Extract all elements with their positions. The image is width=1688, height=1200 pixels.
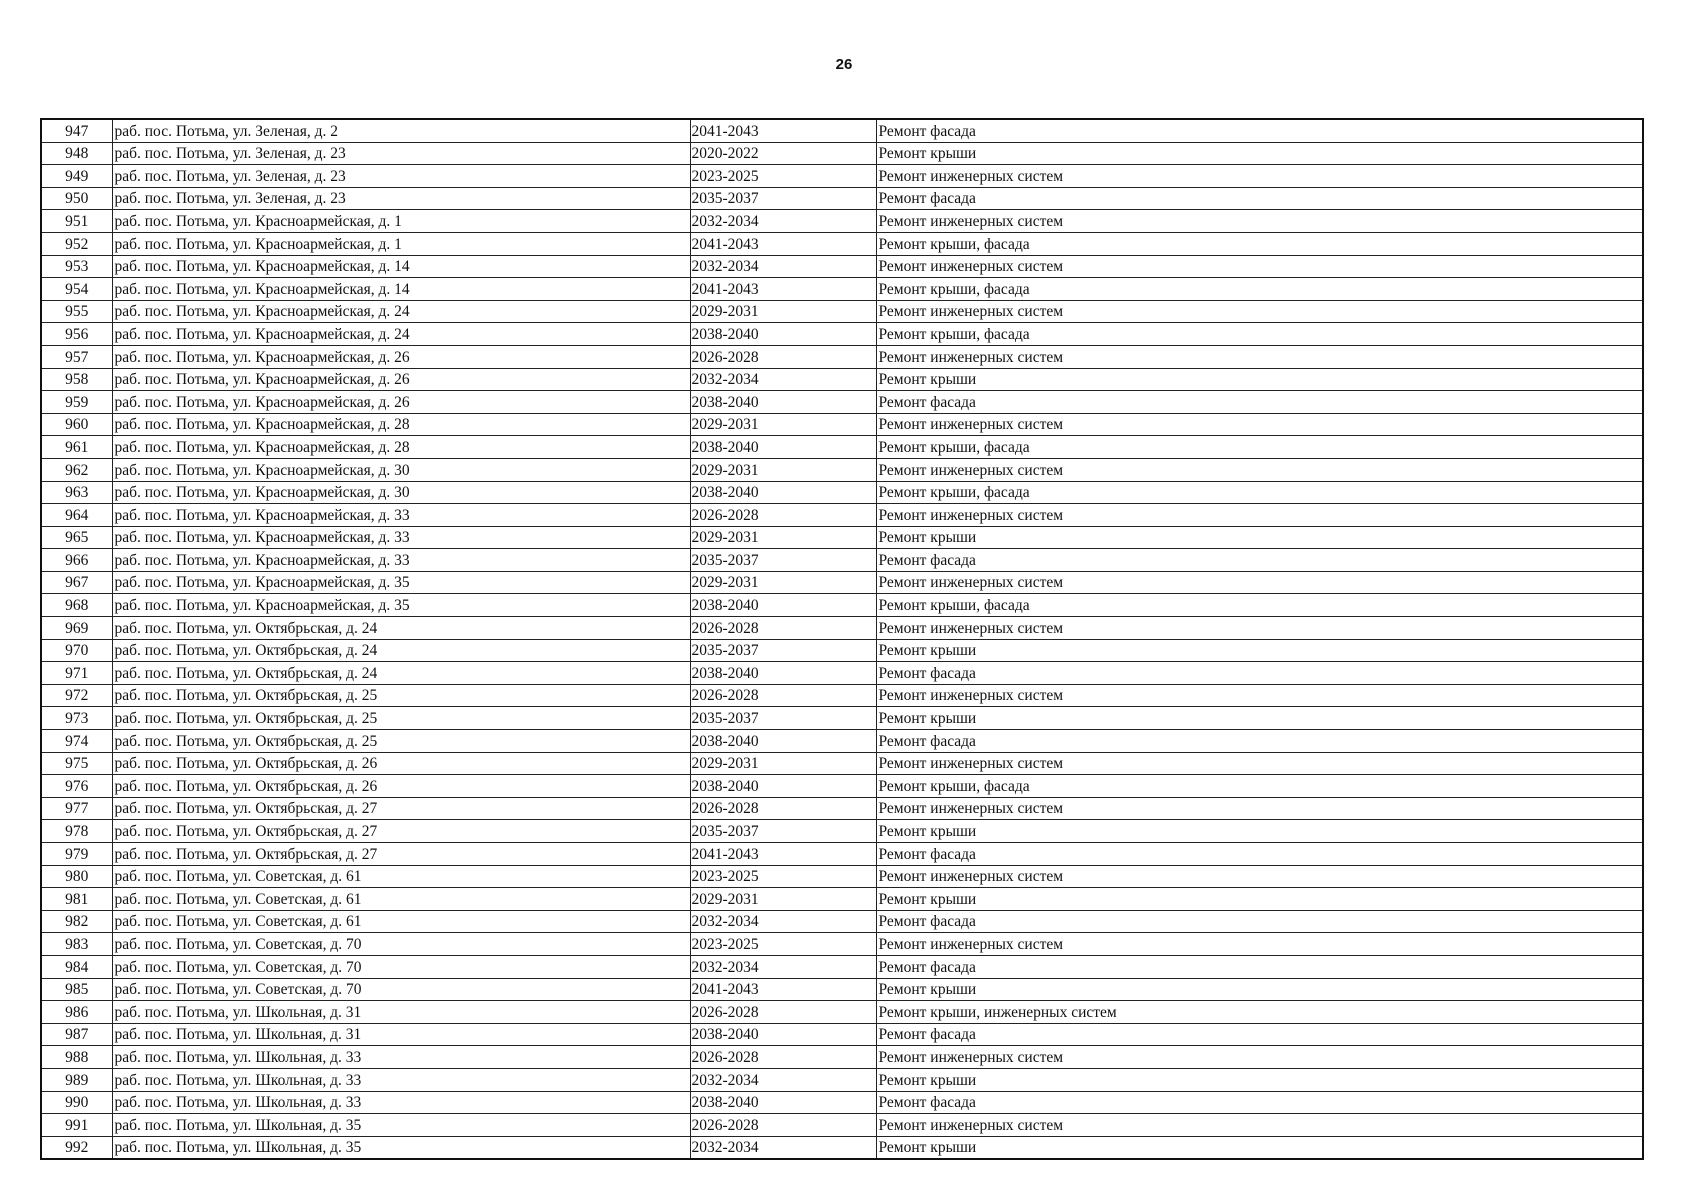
work-type-cell: Ремонт фасада bbox=[876, 955, 1643, 978]
row-number-cell: 974 bbox=[41, 730, 112, 753]
table-row bbox=[41, 662, 1643, 685]
period-cell: 2032-2034 bbox=[690, 210, 876, 233]
period-cell: 2038-2040 bbox=[690, 481, 876, 504]
table-row bbox=[41, 594, 1643, 617]
row-number-cell: 977 bbox=[41, 797, 112, 820]
row-number-cell: 990 bbox=[41, 1091, 112, 1114]
table-row bbox=[41, 368, 1643, 391]
address-cell: раб. пос. Потьма, ул. Октябрьская, д. 26 bbox=[112, 775, 690, 798]
address-cell: раб. пос. Потьма, ул. Зеленая, д. 23 bbox=[112, 187, 690, 210]
period-cell: 2032-2034 bbox=[690, 1068, 876, 1091]
row-number-cell: 988 bbox=[41, 1046, 112, 1069]
address-cell: раб. пос. Потьма, ул. Красноармейская, д. 1 bbox=[112, 232, 690, 255]
address-cell: раб. пос. Потьма, ул. Советская, д. 61 bbox=[112, 888, 690, 911]
table-row bbox=[41, 775, 1643, 798]
table-row bbox=[41, 730, 1643, 753]
period-cell: 2023-2025 bbox=[690, 933, 876, 956]
table-row bbox=[41, 1091, 1643, 1114]
period-cell: 2035-2037 bbox=[690, 639, 876, 662]
row-number-cell: 982 bbox=[41, 910, 112, 933]
address-cell: раб. пос. Потьма, ул. Советская, д. 61 bbox=[112, 865, 690, 888]
row-number-cell: 952 bbox=[41, 232, 112, 255]
address-cell: раб. пос. Потьма, ул. Октябрьская, д. 24 bbox=[112, 617, 690, 640]
table-row bbox=[41, 978, 1643, 1001]
table-row bbox=[41, 752, 1643, 775]
period-cell: 2035-2037 bbox=[690, 820, 876, 843]
period-cell: 2026-2028 bbox=[690, 617, 876, 640]
address-cell: раб. пос. Потьма, ул. Октябрьская, д. 27 bbox=[112, 820, 690, 843]
work-type-cell: Ремонт крыши bbox=[876, 707, 1643, 730]
period-cell: 2023-2025 bbox=[690, 165, 876, 188]
period-cell: 2038-2040 bbox=[690, 594, 876, 617]
row-number-cell: 991 bbox=[41, 1114, 112, 1137]
period-cell: 2026-2028 bbox=[690, 1046, 876, 1069]
table-row bbox=[41, 255, 1643, 278]
work-type-cell: Ремонт инженерных систем bbox=[876, 210, 1643, 233]
work-type-cell: Ремонт крыши bbox=[876, 639, 1643, 662]
row-number-cell: 958 bbox=[41, 368, 112, 391]
row-number-cell: 985 bbox=[41, 978, 112, 1001]
row-number-cell: 983 bbox=[41, 933, 112, 956]
work-type-cell: Ремонт фасада bbox=[876, 549, 1643, 572]
table-row bbox=[41, 865, 1643, 888]
address-cell: раб. пос. Потьма, ул. Красноармейская, д. 30 bbox=[112, 481, 690, 504]
work-type-cell: Ремонт фасада bbox=[876, 662, 1643, 685]
address-cell: раб. пос. Потьма, ул. Советская, д. 70 bbox=[112, 955, 690, 978]
row-number-cell: 964 bbox=[41, 504, 112, 527]
row-number-cell: 968 bbox=[41, 594, 112, 617]
address-cell: раб. пос. Потьма, ул. Красноармейская, д. 14 bbox=[112, 255, 690, 278]
address-cell: раб. пос. Потьма, ул. Школьная, д. 33 bbox=[112, 1068, 690, 1091]
address-cell: раб. пос. Потьма, ул. Зеленая, д. 23 bbox=[112, 165, 690, 188]
work-type-cell: Ремонт инженерных систем bbox=[876, 797, 1643, 820]
period-cell: 2032-2034 bbox=[690, 1136, 876, 1159]
work-type-cell: Ремонт крыши bbox=[876, 1068, 1643, 1091]
work-type-cell: Ремонт инженерных систем bbox=[876, 458, 1643, 481]
work-type-cell: Ремонт инженерных систем bbox=[876, 752, 1643, 775]
period-cell: 2026-2028 bbox=[690, 1114, 876, 1137]
table-row bbox=[41, 481, 1643, 504]
row-number-cell: 971 bbox=[41, 662, 112, 685]
table-row bbox=[41, 820, 1643, 843]
work-type-cell: Ремонт инженерных систем bbox=[876, 933, 1643, 956]
period-cell: 2029-2031 bbox=[690, 526, 876, 549]
table-row bbox=[41, 955, 1643, 978]
work-type-cell: Ремонт фасада bbox=[876, 187, 1643, 210]
work-type-cell: Ремонт крыши bbox=[876, 526, 1643, 549]
work-type-cell: Ремонт крыши, фасада bbox=[876, 481, 1643, 504]
table-row bbox=[41, 549, 1643, 572]
address-cell: раб. пос. Потьма, ул. Красноармейская, д. 35 bbox=[112, 594, 690, 617]
row-number-cell: 980 bbox=[41, 865, 112, 888]
work-type-cell: Ремонт инженерных систем bbox=[876, 165, 1643, 188]
table-row bbox=[41, 910, 1643, 933]
table-row bbox=[41, 323, 1643, 346]
work-type-cell: Ремонт инженерных систем bbox=[876, 345, 1643, 368]
work-type-cell: Ремонт фасада bbox=[876, 910, 1643, 933]
address-cell: раб. пос. Потьма, ул. Красноармейская, д. 33 bbox=[112, 526, 690, 549]
period-cell: 2035-2037 bbox=[690, 187, 876, 210]
row-number-cell: 979 bbox=[41, 843, 112, 866]
table-row bbox=[41, 300, 1643, 323]
table-row bbox=[41, 345, 1643, 368]
row-number-cell: 987 bbox=[41, 1023, 112, 1046]
work-type-cell: Ремонт фасада bbox=[876, 119, 1643, 142]
row-number-cell: 973 bbox=[41, 707, 112, 730]
work-type-cell: Ремонт крыши, фасада bbox=[876, 323, 1643, 346]
period-cell: 2032-2034 bbox=[690, 955, 876, 978]
work-type-cell: Ремонт инженерных систем bbox=[876, 413, 1643, 436]
address-cell: раб. пос. Потьма, ул. Школьная, д. 33 bbox=[112, 1091, 690, 1114]
work-type-cell: Ремонт фасада bbox=[876, 730, 1643, 753]
period-cell: 2026-2028 bbox=[690, 797, 876, 820]
address-cell: раб. пос. Потьма, ул. Красноармейская, д. 28 bbox=[112, 436, 690, 459]
period-cell: 2038-2040 bbox=[690, 1023, 876, 1046]
table-row bbox=[41, 1068, 1643, 1091]
period-cell: 2020-2022 bbox=[690, 142, 876, 165]
table-row bbox=[41, 1023, 1643, 1046]
row-number-cell: 949 bbox=[41, 165, 112, 188]
row-number-cell: 956 bbox=[41, 323, 112, 346]
table-row bbox=[41, 1001, 1643, 1024]
table-row bbox=[41, 888, 1643, 911]
address-cell: раб. пос. Потьма, ул. Школьная, д. 31 bbox=[112, 1001, 690, 1024]
row-number-cell: 947 bbox=[41, 119, 112, 142]
address-cell: раб. пос. Потьма, ул. Советская, д. 70 bbox=[112, 978, 690, 1001]
period-cell: 2032-2034 bbox=[690, 368, 876, 391]
row-number-cell: 957 bbox=[41, 345, 112, 368]
work-type-cell: Ремонт крыши bbox=[876, 142, 1643, 165]
row-number-cell: 978 bbox=[41, 820, 112, 843]
address-cell: раб. пос. Потьма, ул. Красноармейская, д. 35 bbox=[112, 571, 690, 594]
period-cell: 2026-2028 bbox=[690, 1001, 876, 1024]
table-row bbox=[41, 142, 1643, 165]
row-number-cell: 989 bbox=[41, 1068, 112, 1091]
table-row bbox=[41, 278, 1643, 301]
work-type-cell: Ремонт крыши, фасада bbox=[876, 232, 1643, 255]
address-cell: раб. пос. Потьма, ул. Красноармейская, д. 26 bbox=[112, 391, 690, 414]
table-row bbox=[41, 210, 1643, 233]
period-cell: 2038-2040 bbox=[690, 391, 876, 414]
work-type-cell: Ремонт инженерных систем bbox=[876, 617, 1643, 640]
period-cell: 2035-2037 bbox=[690, 549, 876, 572]
work-type-cell: Ремонт фасада bbox=[876, 1023, 1643, 1046]
work-type-cell: Ремонт крыши, инженерных систем bbox=[876, 1001, 1643, 1024]
table-row bbox=[41, 933, 1643, 956]
row-number-cell: 976 bbox=[41, 775, 112, 798]
period-cell: 2038-2040 bbox=[690, 730, 876, 753]
address-cell: раб. пос. Потьма, ул. Советская, д. 70 bbox=[112, 933, 690, 956]
period-cell: 2038-2040 bbox=[690, 436, 876, 459]
table-row bbox=[41, 1046, 1643, 1069]
work-type-cell: Ремонт инженерных систем bbox=[876, 865, 1643, 888]
row-number-cell: 959 bbox=[41, 391, 112, 414]
period-cell: 2032-2034 bbox=[690, 910, 876, 933]
row-number-cell: 967 bbox=[41, 571, 112, 594]
row-number-cell: 960 bbox=[41, 413, 112, 436]
address-cell: раб. пос. Потьма, ул. Зеленая, д. 23 bbox=[112, 142, 690, 165]
table-row bbox=[41, 165, 1643, 188]
table-row bbox=[41, 391, 1643, 414]
period-cell: 2026-2028 bbox=[690, 684, 876, 707]
row-number-cell: 951 bbox=[41, 210, 112, 233]
period-cell: 2026-2028 bbox=[690, 504, 876, 527]
table-row bbox=[41, 436, 1643, 459]
address-cell: раб. пос. Потьма, ул. Красноармейская, д. 26 bbox=[112, 345, 690, 368]
period-cell: 2035-2037 bbox=[690, 707, 876, 730]
work-type-cell: Ремонт фасада bbox=[876, 391, 1643, 414]
period-cell: 2032-2034 bbox=[690, 255, 876, 278]
row-number-cell: 970 bbox=[41, 639, 112, 662]
address-cell: раб. пос. Потьма, ул. Красноармейская, д. 28 bbox=[112, 413, 690, 436]
row-number-cell: 984 bbox=[41, 955, 112, 978]
table-row bbox=[41, 413, 1643, 436]
work-type-cell: Ремонт крыши bbox=[876, 820, 1643, 843]
row-number-cell: 954 bbox=[41, 278, 112, 301]
row-number-cell: 986 bbox=[41, 1001, 112, 1024]
address-cell: раб. пос. Потьма, ул. Октябрьская, д. 25 bbox=[112, 684, 690, 707]
work-type-cell: Ремонт инженерных систем bbox=[876, 1114, 1643, 1137]
table-row bbox=[41, 187, 1643, 210]
work-type-cell: Ремонт крыши, фасада bbox=[876, 436, 1643, 459]
period-cell: 2041-2043 bbox=[690, 119, 876, 142]
table-row bbox=[41, 1114, 1643, 1137]
page-number: 26 bbox=[835, 56, 853, 73]
work-type-cell: Ремонт крыши, фасада bbox=[876, 594, 1643, 617]
period-cell: 2038-2040 bbox=[690, 775, 876, 798]
work-type-cell: Ремонт крыши bbox=[876, 1136, 1643, 1159]
work-type-cell: Ремонт инженерных систем bbox=[876, 684, 1643, 707]
period-cell: 2038-2040 bbox=[690, 1091, 876, 1114]
address-cell: раб. пос. Потьма, ул. Октябрьская, д. 26 bbox=[112, 752, 690, 775]
period-cell: 2029-2031 bbox=[690, 752, 876, 775]
address-cell: раб. пос. Потьма, ул. Зеленая, д. 2 bbox=[112, 119, 690, 142]
table-row bbox=[41, 684, 1643, 707]
address-cell: раб. пос. Потьма, ул. Школьная, д. 35 bbox=[112, 1114, 690, 1137]
period-cell: 2038-2040 bbox=[690, 662, 876, 685]
period-cell: 2029-2031 bbox=[690, 458, 876, 481]
address-cell: раб. пос. Потьма, ул. Школьная, д. 33 bbox=[112, 1046, 690, 1069]
address-cell: раб. пос. Потьма, ул. Красноармейская, д. 1 bbox=[112, 210, 690, 233]
period-cell: 2029-2031 bbox=[690, 888, 876, 911]
address-cell: раб. пос. Потьма, ул. Школьная, д. 35 bbox=[112, 1136, 690, 1159]
period-cell: 2038-2040 bbox=[690, 323, 876, 346]
address-cell: раб. пос. Потьма, ул. Красноармейская, д. 26 bbox=[112, 368, 690, 391]
work-type-cell: Ремонт фасада bbox=[876, 843, 1643, 866]
table-row bbox=[41, 707, 1643, 730]
address-cell: раб. пос. Потьма, ул. Октябрьская, д. 24 bbox=[112, 639, 690, 662]
address-cell: раб. пос. Потьма, ул. Красноармейская, д. 14 bbox=[112, 278, 690, 301]
work-type-cell: Ремонт инженерных систем bbox=[876, 504, 1643, 527]
table-row bbox=[41, 458, 1643, 481]
address-cell: раб. пос. Потьма, ул. Красноармейская, д. 24 bbox=[112, 323, 690, 346]
period-cell: 2029-2031 bbox=[690, 413, 876, 436]
table-row bbox=[41, 617, 1643, 640]
row-number-cell: 972 bbox=[41, 684, 112, 707]
work-type-cell: Ремонт инженерных систем bbox=[876, 571, 1643, 594]
work-type-cell: Ремонт крыши bbox=[876, 978, 1643, 1001]
address-cell: раб. пос. Потьма, ул. Октябрьская, д. 25 bbox=[112, 707, 690, 730]
work-type-cell: Ремонт крыши bbox=[876, 888, 1643, 911]
row-number-cell: 981 bbox=[41, 888, 112, 911]
row-number-cell: 953 bbox=[41, 255, 112, 278]
row-number-cell: 969 bbox=[41, 617, 112, 640]
table-row bbox=[41, 504, 1643, 527]
period-cell: 2029-2031 bbox=[690, 300, 876, 323]
table-row bbox=[41, 639, 1643, 662]
table-row bbox=[41, 119, 1643, 142]
address-cell: раб. пос. Потьма, ул. Красноармейская, д. 33 bbox=[112, 549, 690, 572]
row-number-cell: 961 bbox=[41, 436, 112, 459]
row-number-cell: 966 bbox=[41, 549, 112, 572]
address-cell: раб. пос. Потьма, ул. Октябрьская, д. 27 bbox=[112, 843, 690, 866]
work-type-cell: Ремонт фасада bbox=[876, 1091, 1643, 1114]
table-body bbox=[41, 119, 1643, 1159]
address-cell: раб. пос. Потьма, ул. Красноармейская, д. 24 bbox=[112, 300, 690, 323]
table-row bbox=[41, 843, 1643, 866]
table-row bbox=[41, 571, 1643, 594]
row-number-cell: 963 bbox=[41, 481, 112, 504]
row-number-cell: 975 bbox=[41, 752, 112, 775]
address-cell: раб. пос. Потьма, ул. Октябрьская, д. 27 bbox=[112, 797, 690, 820]
period-cell: 2041-2043 bbox=[690, 232, 876, 255]
period-cell: 2029-2031 bbox=[690, 571, 876, 594]
address-cell: раб. пос. Потьма, ул. Октябрьская, д. 24 bbox=[112, 662, 690, 685]
row-number-cell: 950 bbox=[41, 187, 112, 210]
address-cell: раб. пос. Потьма, ул. Красноармейская, д. 33 bbox=[112, 504, 690, 527]
address-cell: раб. пос. Потьма, ул. Красноармейская, д. 30 bbox=[112, 458, 690, 481]
row-number-cell: 962 bbox=[41, 458, 112, 481]
work-type-cell: Ремонт крыши bbox=[876, 368, 1643, 391]
period-cell: 2023-2025 bbox=[690, 865, 876, 888]
period-cell: 2041-2043 bbox=[690, 843, 876, 866]
work-type-cell: Ремонт инженерных систем bbox=[876, 1046, 1643, 1069]
period-cell: 2041-2043 bbox=[690, 278, 876, 301]
period-cell: 2041-2043 bbox=[690, 978, 876, 1001]
address-cell: раб. пос. Потьма, ул. Октябрьская, д. 25 bbox=[112, 730, 690, 753]
table-row bbox=[41, 526, 1643, 549]
address-cell: раб. пос. Потьма, ул. Советская, д. 61 bbox=[112, 910, 690, 933]
table-row bbox=[41, 232, 1643, 255]
work-type-cell: Ремонт крыши, фасада bbox=[876, 775, 1643, 798]
address-cell: раб. пос. Потьма, ул. Школьная, д. 31 bbox=[112, 1023, 690, 1046]
repair-schedule-table bbox=[40, 118, 1644, 1160]
row-number-cell: 948 bbox=[41, 142, 112, 165]
row-number-cell: 992 bbox=[41, 1136, 112, 1159]
period-cell: 2026-2028 bbox=[690, 345, 876, 368]
work-type-cell: Ремонт инженерных систем bbox=[876, 300, 1643, 323]
row-number-cell: 955 bbox=[41, 300, 112, 323]
work-type-cell: Ремонт инженерных систем bbox=[876, 255, 1643, 278]
work-type-cell: Ремонт крыши, фасада bbox=[876, 278, 1643, 301]
table-row bbox=[41, 1136, 1643, 1159]
row-number-cell: 965 bbox=[41, 526, 112, 549]
table-row bbox=[41, 797, 1643, 820]
